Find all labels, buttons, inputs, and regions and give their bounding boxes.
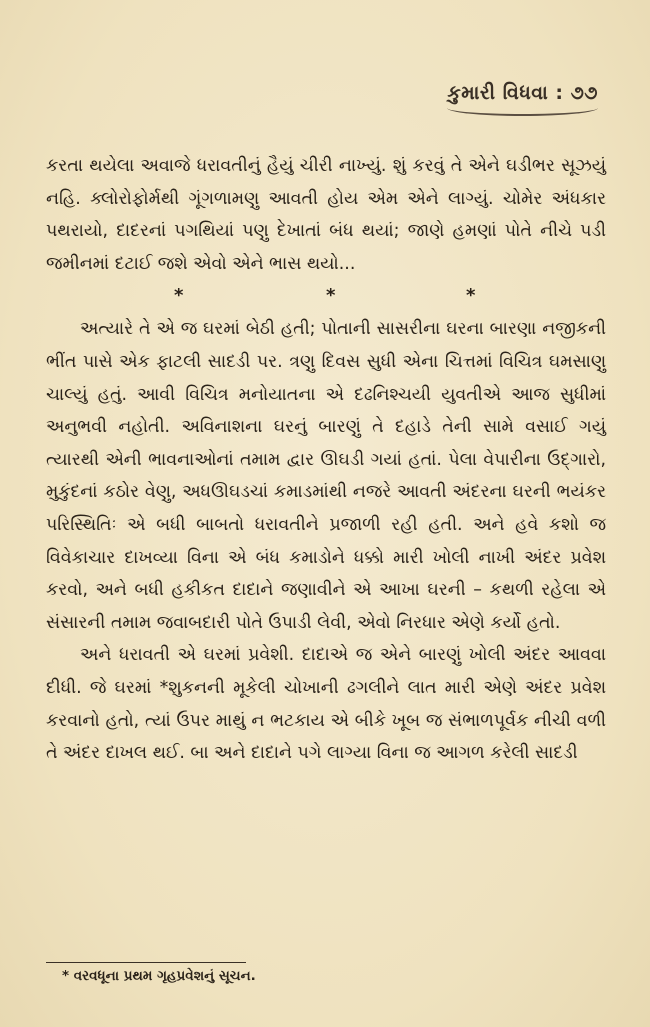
body-text [46, 150, 606, 770]
separator-star: * [466, 285, 476, 307]
running-head [447, 82, 598, 116]
separator-star: * [174, 285, 184, 307]
paragraph-3: અને ધરાવતી એ ઘરમાં પ્રવેશી. દાદાએ જ એને બારણું ખોલી અંદર આવવા દીધી. જે ઘરમાં *શુકનની મૂકેલી ચોખાની ઢગલીને લાત મારી એણે અંદર પ્રવેશ કરવાનો હતો, ત્યાં ઉપર માથું ન ભટકાય એ બીકે ખૂબ જ સંભાળપૂર્વક નીચી વળી તે અંદર દાખલ થઈ. બા અને દાદાને પગે લાગ્યા વિના જ આગળ કરેલી સાદડી [46, 645, 606, 764]
paragraph-1: કરતા થયેલા અવાજે ધરાવતીનું હૈયું ચીરી નાખ્યું. શું કરવું તે એને ઘડીભર સૂઝયું નહિ. ક્લોરોફોર્મથી ગૂંગળામણુ આવતી હોય એમ એને લાગ્યું. ચોમેર અંધકાર પથરાયો, દાદરનાં પગથિયાં પણુ દેખાતાં બંધ થયાં; જાણે હમણાં પોતે નીચે પડી જમીનમાં દટાઈ જશે એવો એને ભાસ થયો... [46, 156, 606, 274]
footnote-rule [46, 962, 246, 963]
header-ornament-rule [447, 108, 598, 116]
footnote: * વરવધૂના પ્રથમ ગૃહપ્રવેશનું સૂચન. [62, 968, 256, 984]
section-separator [46, 280, 606, 313]
separator-star: * [326, 285, 336, 307]
paragraph-2: અત્યારે તે એ જ ઘરમાં બેઠી હતી; પોતાની સાસરીના ઘરના બારણા નજીકની ભીંત પાસે એક ફાટલી સાદડી પર. ત્રણુ દિવસ સુધી એના ચિત્તમાં વિચિત્ર ઘમસાણુ ચાલ્યું હતું. આવી વિચિત્ર મનોયાતના એ દઢનિશ્ચયી યુવતીએ આજ સુધીમાં અનુભવી નહોતી. અવિનાશના ઘરનું બારણું તે દહાડે તેની સામે વસાઈ ગયું ત્યારથી એની ભાવનાઓનાં તમામ દ્વાર ઊઘડી ગયાં હતાં. પેલા વેપારીના ઉદ્ગારો, મુકુંદનાં કઠોર વેણુ, અધઊઘડચાં કમાડમાંથી નજરે આવતી અંદરના ઘરની ભયંકર પરિસ્થિતિઃ એ બધી બાબતો ધરાવતીને પ્રજાળી રહી હતી. અને હવે કશો જ વિવેકાચાર દાખવ્યા વિના એ બંધ કમાડોને ધક્કો મારી ખોલી નાખી અંદર પ્રવેશ કરવો, અને બધી હકીકત દાદાને જણાવીને એ આખા ઘરની – કથળી રહેલા એ સંસારની તમામ જવાબદારી પોતે ઉપાડી લેવી, એવો નિરધાર એણે કર્યો હતો. [46, 319, 606, 633]
running-title: કુમારી વિધવા : ૭૭ [447, 82, 598, 104]
